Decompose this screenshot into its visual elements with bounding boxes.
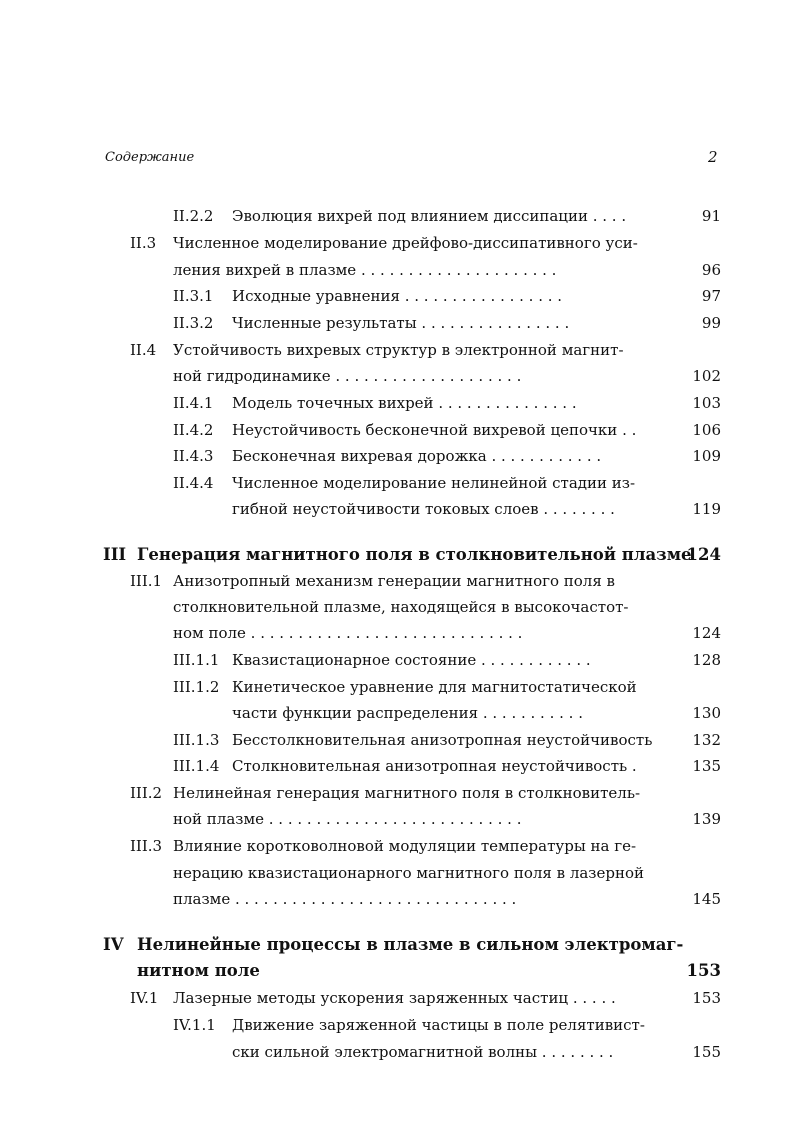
- toc-chapter-title: нитном поле: [137, 961, 260, 980]
- toc-entry[interactable]: [0, 283, 793, 309]
- toc-entry[interactable]: [0, 833, 793, 859]
- toc-entry-title: Столкновительная анизотропная неустойчивость .: [232, 757, 637, 775]
- toc-entry-number: III.1.4: [173, 757, 220, 775]
- toc-entry-title: ной гидродинамике . . . . . . . . . . . . . . . . . . . .: [173, 367, 522, 385]
- toc-chapter[interactable]: [0, 932, 793, 958]
- toc-entry-page: 132: [692, 731, 721, 749]
- toc-entry-title: Бесконечная вихревая дорожка . . . . . . . . . . . .: [232, 447, 602, 465]
- toc-entry-title: Нелинейная генерация магнитного поля в столкновитель-: [173, 784, 641, 802]
- toc-entry[interactable]: [0, 470, 793, 496]
- toc-entry-page: 96: [701, 261, 721, 279]
- toc-entry-number: II.4.3: [173, 447, 214, 465]
- toc-chapter-number: III: [103, 545, 127, 564]
- running-header-title: Содержание: [105, 150, 195, 165]
- toc-chapter[interactable]: [0, 542, 793, 568]
- toc-entry-title: ной плазме . . . . . . . . . . . . . . . . . . . . . . . . . . .: [173, 810, 522, 828]
- toc-entry-title: Анизотропный механизм генерации магнитного поля в: [173, 572, 616, 590]
- toc-chapter-number: IV: [103, 935, 124, 954]
- toc-entry-number: III.1: [130, 572, 163, 590]
- toc-chapter-page: 153: [686, 961, 721, 980]
- toc-entry-number: II.4.1: [173, 394, 214, 412]
- toc-entry-title: Устойчивость вихревых структур в электронной магнит-: [173, 341, 624, 359]
- toc-entry-title: части функции распределения . . . . . . . . . . .: [232, 704, 583, 722]
- toc-entry-number: II.4.4: [173, 474, 214, 492]
- toc-entry-number: II.3: [130, 234, 157, 252]
- toc-entry-number: III.2: [130, 784, 163, 802]
- toc-entry-title: ном поле . . . . . . . . . . . . . . . . . . . . . . . . . . . . .: [173, 624, 523, 642]
- toc-entry-title: Лазерные методы ускорения заряженных частиц . . . . .: [173, 989, 616, 1007]
- toc-entry-title: Исходные уравнения . . . . . . . . . . . . . . . . .: [232, 287, 563, 305]
- toc-entry-page: 139: [692, 810, 721, 828]
- toc-entry-number: IV.1: [130, 989, 159, 1007]
- toc-entry[interactable]: [0, 390, 793, 416]
- toc-entry-title: Эволюция вихрей под влиянием диссипации . . . .: [232, 207, 627, 225]
- toc-entry-page: 103: [692, 394, 721, 412]
- toc-entry[interactable]: [0, 417, 793, 443]
- toc-entry-number: III.1.2: [173, 678, 220, 696]
- toc-entry-page: 135: [692, 757, 721, 775]
- toc-entry-title: Неустойчивость бесконечной вихревой цепочки . .: [232, 421, 637, 439]
- toc-chapter-continuation[interactable]: [0, 958, 793, 984]
- toc-entry-title: Модель точечных вихрей . . . . . . . . . . . . . . .: [232, 394, 577, 412]
- toc-entry-continuation[interactable]: [0, 257, 793, 283]
- toc-entry-continuation[interactable]: [0, 496, 793, 522]
- toc-entry[interactable]: [0, 753, 793, 779]
- toc-entry-page: 130: [692, 704, 721, 722]
- toc-entry[interactable]: [0, 674, 793, 700]
- toc-entry-title: Бесстолкновительная анизотропная неустойчивость: [232, 731, 653, 749]
- toc-entry-continuation[interactable]: [0, 594, 793, 620]
- toc-entry-number: II.4.2: [173, 421, 214, 439]
- toc-entry-page: 102: [692, 367, 721, 385]
- toc-entry-title: ски сильной электромагнитной волны . . . . . . . .: [232, 1043, 614, 1061]
- toc-entry[interactable]: [0, 310, 793, 336]
- toc-entry[interactable]: [0, 985, 793, 1011]
- toc-entry[interactable]: [0, 568, 793, 594]
- toc-entry[interactable]: [0, 337, 793, 363]
- toc-entry-page: 128: [692, 651, 721, 669]
- toc-entry[interactable]: [0, 230, 793, 256]
- toc-entry-page: 124: [692, 624, 721, 642]
- toc-entry[interactable]: [0, 647, 793, 673]
- toc-entry-number: IV.1.1: [173, 1016, 216, 1034]
- toc-entry-title: столкновительной плазме, находящейся в высокочастот-: [173, 598, 629, 616]
- page-number: 2: [708, 148, 718, 166]
- toc-entry-page: 106: [692, 421, 721, 439]
- toc-entry-page: 145: [692, 890, 721, 908]
- toc-entry[interactable]: [0, 443, 793, 469]
- toc-entry-continuation[interactable]: [0, 363, 793, 389]
- toc-entry-title: Влияние коротковолновой модуляции температуры на ге-: [173, 837, 637, 855]
- toc-entry-number: II.3.1: [173, 287, 214, 305]
- toc-entry-title: Квазистационарное состояние . . . . . . . . . . . .: [232, 651, 591, 669]
- toc-entry-continuation[interactable]: [0, 1039, 793, 1065]
- toc-entry-page: 99: [701, 314, 721, 332]
- toc-entry-title: ления вихрей в плазме . . . . . . . . . . . . . . . . . . . . .: [173, 261, 557, 279]
- toc-chapter-title: Генерация магнитного поля в столкновительной плазме: [137, 545, 692, 564]
- toc-entry-page: 109: [692, 447, 721, 465]
- toc-entry-continuation[interactable]: [0, 886, 793, 912]
- toc-entry-title: гибной неустойчивости токовых слоев . . . . . . . .: [232, 500, 615, 518]
- toc-entry-number: II.3.2: [173, 314, 214, 332]
- toc-entry-page: 97: [701, 287, 721, 305]
- toc-entry-title: нерацию квазистационарного магнитного поля в лазерной: [173, 864, 644, 882]
- toc-entry-page: 153: [692, 989, 721, 1007]
- toc-entry-page: 155: [692, 1043, 721, 1061]
- toc-entry-title: плазме . . . . . . . . . . . . . . . . . . . . . . . . . . . . . .: [173, 890, 517, 908]
- toc-entry[interactable]: [0, 780, 793, 806]
- toc-entry[interactable]: [0, 1012, 793, 1038]
- toc-entry-number: III.3: [130, 837, 163, 855]
- toc-entry-title: Движение заряженной частицы в поле релятивист-: [232, 1016, 645, 1034]
- toc-entry-continuation[interactable]: [0, 860, 793, 886]
- toc-entry-title: Кинетическое уравнение для магнитостатической: [232, 678, 637, 696]
- toc-chapter-page: 124: [686, 545, 721, 564]
- toc-entry[interactable]: [0, 203, 793, 229]
- toc-entry-number: II.2.2: [173, 207, 214, 225]
- toc-entry-title: Численное моделирование нелинейной стадии из-: [232, 474, 636, 492]
- toc-entry-number: III.1.1: [173, 651, 220, 669]
- toc-entry-page: 91: [701, 207, 721, 225]
- toc-entry-page: 119: [692, 500, 721, 518]
- toc-entry-number: II.4: [130, 341, 157, 359]
- toc-entry-number: III.1.3: [173, 731, 220, 749]
- toc-entry[interactable]: [0, 727, 793, 753]
- toc-entry-continuation[interactable]: [0, 620, 793, 646]
- toc-chapter-title: Нелинейные процессы в плазме в сильном электромаг-: [137, 935, 684, 954]
- toc-entry-title: Численное моделирование дрейфово-диссипативного уси-: [173, 234, 638, 252]
- toc-entry-title: Численные результаты . . . . . . . . . . . . . . . .: [232, 314, 570, 332]
- toc-entry-continuation[interactable]: [0, 700, 793, 726]
- toc-entry-continuation[interactable]: [0, 806, 793, 832]
